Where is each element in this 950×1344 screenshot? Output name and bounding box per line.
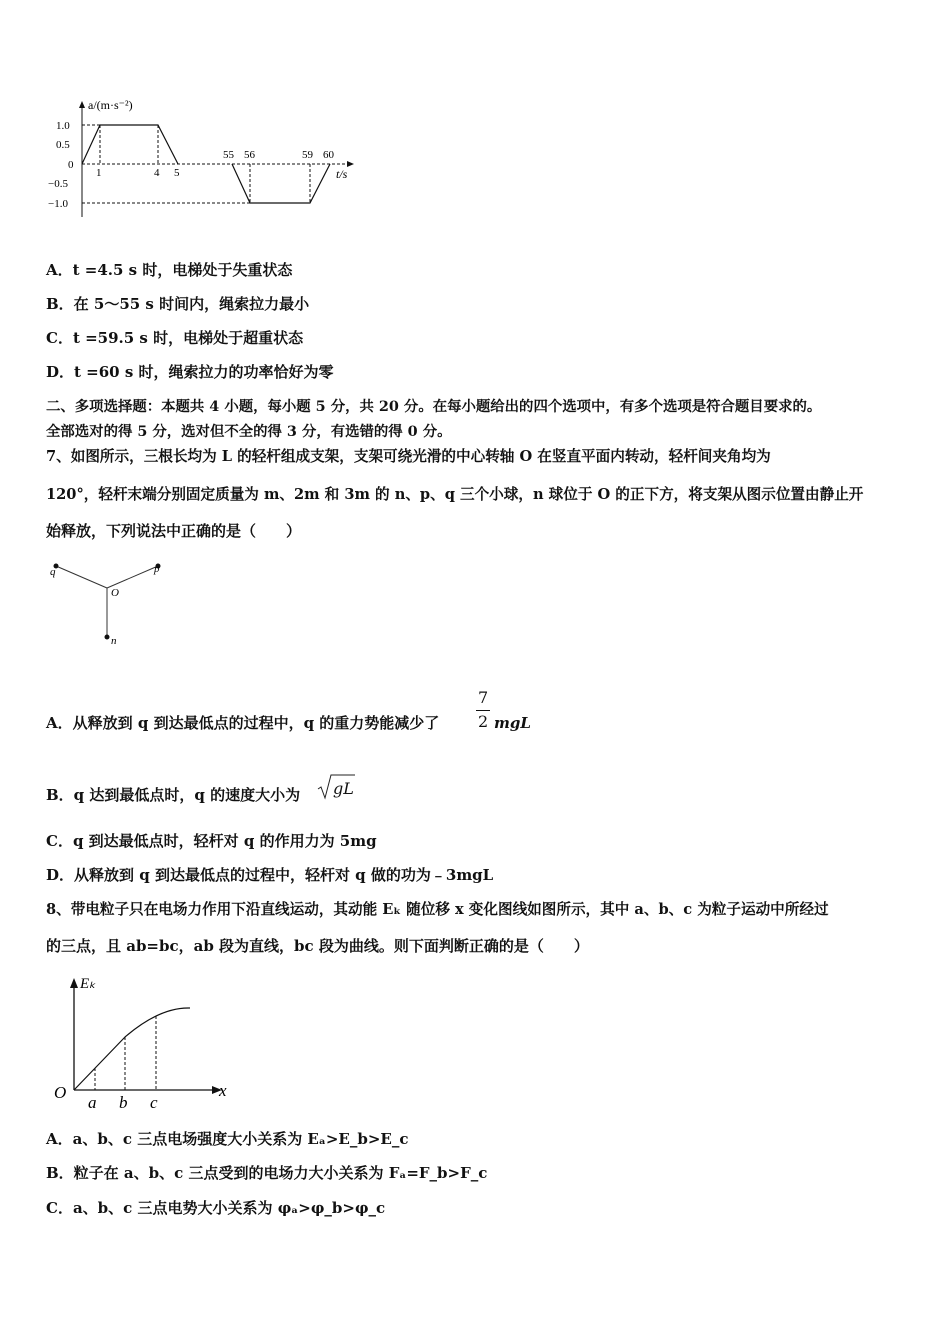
q7-rod-figure xyxy=(44,555,174,650)
q7-option-c: C．q 到达最低点时，轻杆对 q 的作用力为 5mg xyxy=(46,832,377,850)
x-tick-1: 1 xyxy=(96,167,102,179)
q7-label-p: p xyxy=(154,563,160,575)
q6-option-a: A．t =4.5 s 时，电梯处于失重状态 xyxy=(46,261,293,279)
q7-option-a-frac-bar xyxy=(476,710,490,711)
q6-option-d: D．t =60 s 时，绳索拉力的功率恰好为零 xyxy=(46,363,334,381)
x-tick-4: 4 xyxy=(154,167,160,179)
y-axis-unit: a/(m·s⁻²) xyxy=(88,98,133,112)
y-tick-m05: −0.5 xyxy=(48,178,68,190)
q7-label-o: O xyxy=(111,587,119,599)
q8-option-c: C．a、b、c 三点电势大小关系为 φₐ>φ_b>φ_c xyxy=(46,1199,386,1217)
x-tick-5: 5 xyxy=(174,167,180,179)
q7-label-n: n xyxy=(111,635,117,647)
x-axis-label: x xyxy=(219,1081,227,1100)
q6-option-c: C．t =59.5 s 时，电梯处于超重状态 xyxy=(46,329,304,347)
x-axis-unit: t/s xyxy=(336,167,348,181)
q7-option-a-text: A．从释放到 q 到达最低点的过程中，q 的重力势能减少了 xyxy=(46,714,440,732)
y-tick-1: 1.0 xyxy=(56,120,70,132)
point-c-label: c xyxy=(150,1093,158,1112)
section2-line2: 全部选对的得 5 分，选对但不全的得 3 分，有选错的得 0 分。 xyxy=(46,423,452,440)
q7-option-a-frac-den: 2 xyxy=(478,712,489,731)
q7-option-a-tail: mgL xyxy=(494,714,531,732)
x-tick-55: 55 xyxy=(223,149,234,161)
q8-line1: 8、带电粒子只在电场力作用下沿直线运动，其动能 Eₖ 随位移 x 变化图线如图所示，其中 a、b、c 为粒子运动中所经过 xyxy=(46,901,829,918)
y-tick-m1: −1.0 xyxy=(48,198,68,210)
q8-line2: 的三点，且 ab=bc，ab 段为直线，bc 段为曲线。则下面判断正确的是（ ） xyxy=(46,937,589,955)
point-a-label: a xyxy=(88,1093,97,1112)
q7-line1: 7、如图所示，三根长均为 L 的轻杆组成支架，支架可绕光滑的中心转轴 O 在竖直平面内转动，轻杆间夹角均为 xyxy=(46,448,771,465)
q6-option-b: B．在 5～55 s 时间内，绳索拉力最小 xyxy=(46,295,310,313)
q8-option-a: A．a、b、c 三点电场强度大小关系为 Eₐ>E_b>E_c xyxy=(46,1130,409,1148)
section2-line1: 二、多项选择题：本题共 4 小题，每小题 5 分，共 20 分。在每小题给出的四个选项中，有多个选项是符合题目要求的。 xyxy=(46,398,822,415)
x-tick-59: 59 xyxy=(302,149,313,161)
q7-line2: 120°，轻杆末端分别固定质量为 m、2m 和 3m 的 n、p、q 三个小球，n 球位于 O 的正下方，将支架从图示位置由静止开 xyxy=(46,486,864,503)
q7-option-a-frac-num: 7 xyxy=(478,688,489,707)
q7-label-q: q xyxy=(50,566,56,578)
acceleration-time-graph xyxy=(40,95,370,225)
x-tick-56: 56 xyxy=(244,149,255,161)
q8-option-b: B．粒子在 a、b、c 三点受到的电场力大小关系为 Fₐ=F_b>F_c xyxy=(46,1164,488,1182)
origin-label: O xyxy=(54,1083,67,1102)
point-b-label: b xyxy=(119,1093,128,1112)
q7-line3: 始释放，下列说法中正确的是（ ） xyxy=(46,522,302,540)
x-tick-60: 60 xyxy=(323,149,334,161)
q7-option-b-text: B．q 达到最低点时，q 的速度大小为 xyxy=(46,786,301,804)
y-tick-05: 0.5 xyxy=(56,139,70,151)
q7-option-d: D．从释放到 q 到达最低点的过程中，轻杆对 q 做的功为﹣3mgL xyxy=(46,866,494,884)
ek-axis-label: Eₖ xyxy=(80,976,96,992)
q7-option-b-sqrt: gL xyxy=(333,779,354,798)
y-tick-0: 0 xyxy=(68,159,74,171)
ek-x-graph xyxy=(50,970,240,1115)
